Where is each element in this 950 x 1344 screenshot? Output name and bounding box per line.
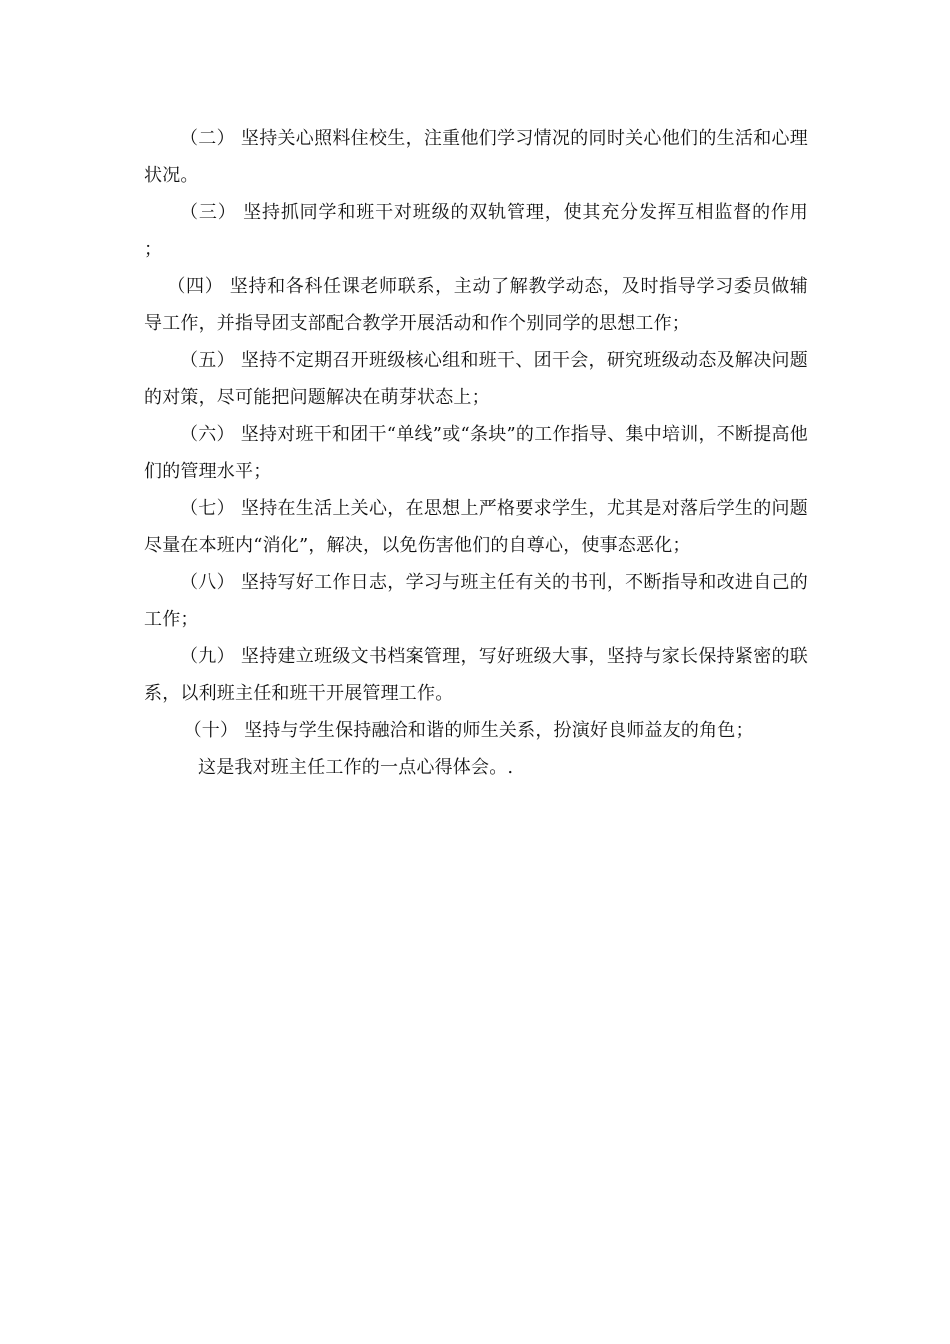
list-item-5: （五） 坚持不定期召开班级核心组和班干、团干会，研究班级动态及解决问题的对策，尽可能把问题解决在萌芽状态上；	[144, 350, 808, 408]
list-item-7: （七） 坚持在生活上关心，在思想上严格要求学生，尤其是对落后学生的问题尽量在本班内“消化”，解决，以免伤害他们的自尊心，使事态恶化；	[144, 498, 808, 556]
closing-paragraph: 这是我对班主任工作的一点心得体会。.	[198, 757, 514, 778]
list-item-4: （四） 坚持和各科任课老师联系，主动了解教学动态，及时指导学习委员做辅导工作，并指导团支部配合教学开展活动和作个别同学的思想工作；	[144, 276, 808, 334]
list-item-9: （九） 坚持建立班级文书档案管理，写好班级大事，坚持与家长保持紧密的联系，以利班主任和班干开展管理工作。	[144, 646, 808, 704]
list-item-6: （六） 坚持对班干和团干“单线”或“条块”的工作指导、集中培训，不断提高他们的管理水平；	[144, 424, 808, 482]
list-item-3: （三） 坚持抓同学和班干对班级的双轨管理，使其充分发挥互相监督的作用 ；	[144, 202, 808, 260]
list-item-2: （二） 坚持关心照料住校生，注重他们学习情况的同时关心他们的生活和心理状况。	[144, 128, 808, 186]
document-body	[144, 120, 808, 786]
list-item-10: （十） 坚持与学生保持融洽和谐的师生关系，扮演好良师益友的角色；	[183, 720, 754, 741]
list-item-8: （八） 坚持写好工作日志，学习与班主任有关的书刊，不断指导和改进自己的工作；	[144, 572, 808, 630]
